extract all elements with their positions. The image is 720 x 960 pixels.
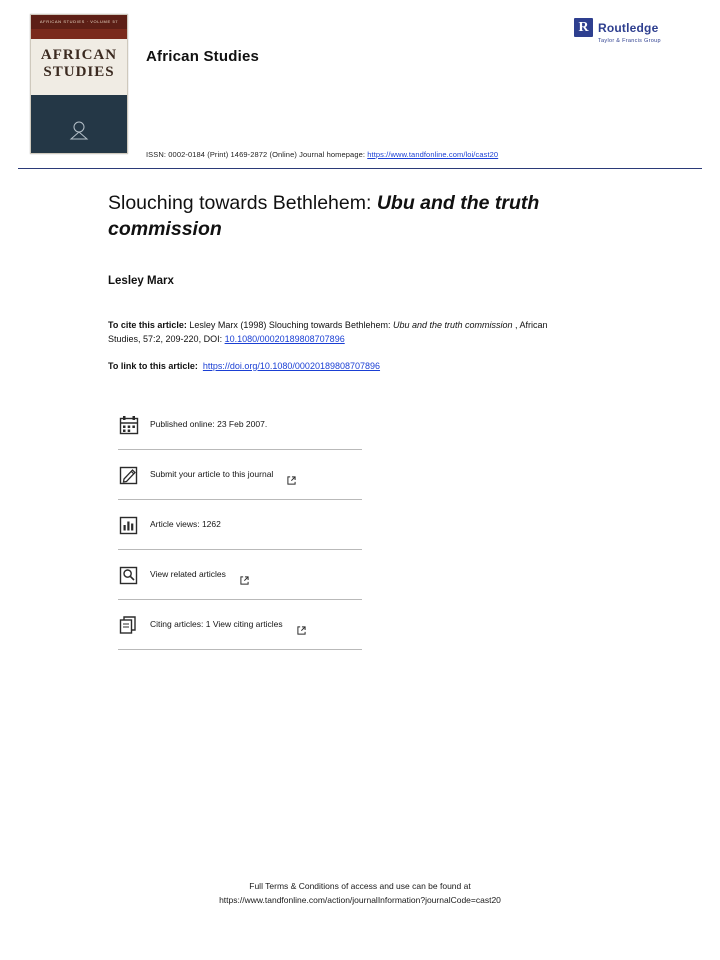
metric-label: Submit your article to this journal bbox=[150, 468, 274, 479]
metric-published-online bbox=[118, 400, 362, 450]
metric-label: Published online: 23 Feb 2007. bbox=[150, 418, 268, 429]
metric-citing-articles[interactable] bbox=[118, 600, 362, 650]
external-link-icon bbox=[287, 472, 295, 480]
issn-line bbox=[146, 150, 498, 159]
journal-cover-image bbox=[30, 14, 128, 154]
masthead-divider bbox=[18, 168, 702, 169]
external-link-icon bbox=[240, 572, 248, 580]
citation-italic: Ubu and the truth commission bbox=[392, 319, 513, 330]
journal-homepage-link[interactable]: https://www.tandfonline.com/loi/cast20 bbox=[367, 150, 499, 159]
citation-text bbox=[108, 319, 578, 347]
metric-label: View related articles bbox=[150, 568, 226, 579]
calendar-icon bbox=[118, 414, 140, 436]
article-metrics-list bbox=[118, 400, 362, 650]
metric-submit-article[interactable] bbox=[118, 450, 362, 500]
cover-title-line2: STUDIES bbox=[43, 63, 115, 80]
bar-chart-icon bbox=[118, 514, 140, 536]
publisher-logo bbox=[574, 18, 694, 44]
article-link-label: To link to this article: bbox=[108, 360, 201, 371]
page-footer bbox=[0, 880, 720, 907]
title-main: Slouching towards Bethlehem: bbox=[108, 192, 377, 214]
article-block bbox=[108, 190, 628, 371]
cover-title bbox=[31, 47, 127, 81]
cover-top-strip: AFRICAN STUDIES · VOLUME 57 bbox=[31, 15, 127, 29]
footer-line-1: Full Terms & Conditions of access and use can be found at bbox=[249, 881, 471, 891]
doi-link[interactable]: 10.1080/00020189808707896 bbox=[224, 333, 345, 344]
external-link-icon bbox=[297, 622, 305, 630]
journal-title: African Studies bbox=[146, 48, 260, 65]
related-articles-icon bbox=[118, 564, 140, 586]
author-name: Lesley Marx bbox=[108, 274, 174, 287]
article-link-line bbox=[108, 361, 628, 371]
cover-lower-panel bbox=[31, 95, 127, 153]
metric-related-articles[interactable] bbox=[118, 550, 362, 600]
article-doi-url[interactable]: https://doi.org/10.1080/00020189808707896 bbox=[202, 360, 381, 371]
page-title bbox=[108, 190, 598, 243]
publisher-tagline: Taylor & Francis Group bbox=[598, 38, 661, 44]
title-italic: Ubu and the truth commission bbox=[108, 192, 540, 241]
metric-article-views bbox=[118, 500, 362, 550]
masthead bbox=[0, 0, 720, 170]
publisher-crest-icon bbox=[66, 119, 92, 141]
citing-articles-icon bbox=[118, 614, 140, 636]
footer-line-2: https://www.tandfonline.com/action/journalInformation?journalCode=cast20 bbox=[219, 894, 501, 905]
pencil-square-icon bbox=[118, 464, 140, 486]
cover-band bbox=[31, 29, 127, 39]
citation-part1: Lesley Marx (1998) Slouching towards Bethlehem: bbox=[189, 319, 393, 330]
issn-text: ISSN: 0002-0184 (Print) 1469-2872 (Online) Journal homepage: bbox=[146, 150, 368, 159]
citation-part2: , African Studies, 57:2, 209-220, DOI: bbox=[108, 319, 548, 344]
citation-label: To cite this article: bbox=[108, 319, 190, 330]
metric-label: Citing articles: 1 View citing articles bbox=[150, 618, 283, 629]
cover-title-line1: AFRICAN bbox=[40, 47, 118, 63]
routledge-mark-icon: R bbox=[574, 18, 593, 37]
publisher-name: Routledge bbox=[598, 20, 659, 35]
metric-label: Article views: 1262 bbox=[150, 518, 221, 529]
